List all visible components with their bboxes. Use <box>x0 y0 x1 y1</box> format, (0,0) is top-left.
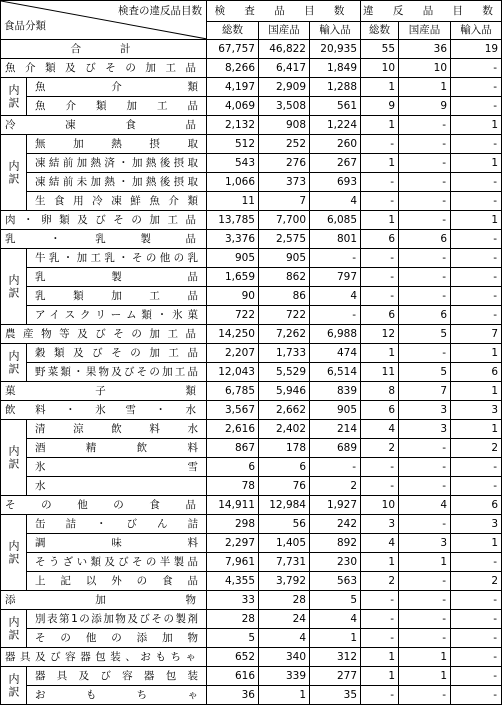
cell-violation-total: - <box>361 591 399 610</box>
cell-violation-total: 6 <box>361 306 399 325</box>
cell-inspected-imported: 1,224 <box>310 116 361 135</box>
cell-inspected-total: 2,616 <box>207 420 259 439</box>
cell-inspected-total: 7,961 <box>207 553 259 572</box>
cell-inspected-imported: - <box>310 458 361 477</box>
cell-violation-imported: - <box>451 648 502 667</box>
cell-inspected-domestic: 252 <box>259 135 310 154</box>
cell-violation-domestic: - <box>399 287 451 306</box>
table-row-subcategory <box>1 667 502 686</box>
table-row-subcategory <box>1 477 502 496</box>
cell-inspected-domestic: 2,575 <box>259 230 310 249</box>
table-row-total <box>1 40 502 59</box>
breakdown-label: 内訳 <box>1 135 27 211</box>
cell-violation-domestic: 3 <box>399 401 451 420</box>
cell-inspected-domestic: 56 <box>259 515 310 534</box>
cell-violation-domestic: - <box>399 249 451 268</box>
cell-violation-imported: 1 <box>451 116 502 135</box>
cell-violation-domestic: - <box>399 572 451 591</box>
cell-violation-domestic: - <box>399 458 451 477</box>
cell-inspected-total: 298 <box>207 515 259 534</box>
cell-violation-domestic: - <box>399 154 451 173</box>
row-label: 缶詰・びん詰 <box>27 515 207 534</box>
cell-inspected-domestic: 4 <box>259 629 310 648</box>
row-label: 魚 介 類 <box>27 78 207 97</box>
cell-inspected-domestic: 28 <box>259 591 310 610</box>
cell-inspected-total: 3,376 <box>207 230 259 249</box>
breakdown-label: 内訳 <box>1 610 27 648</box>
cell-inspected-domestic: 276 <box>259 154 310 173</box>
cell-violation-domestic: - <box>399 192 451 211</box>
cell-inspected-domestic: 76 <box>259 477 310 496</box>
cell-violation-total: - <box>361 173 399 192</box>
row-label: 穀類及びその加工品 <box>27 344 207 363</box>
row-label: 清涼飲料水 <box>27 420 207 439</box>
cell-inspected-domestic: 7,700 <box>259 211 310 230</box>
cell-violation-domestic: 6 <box>399 306 451 325</box>
cell-inspected-domestic: 178 <box>259 439 310 458</box>
cell-violation-domestic: 1 <box>399 648 451 667</box>
cell-violation-total: - <box>361 249 399 268</box>
cell-violation-imported: 6 <box>451 363 502 382</box>
corner-header-cell <box>1 1 207 40</box>
row-label: その他の添加物 <box>27 629 207 648</box>
cell-inspected-total: 1,066 <box>207 173 259 192</box>
cell-inspected-domestic: 24 <box>259 610 310 629</box>
row-label: 魚介類加工品 <box>27 97 207 116</box>
corner-top-label: 検査の違反品目数 <box>118 5 202 17</box>
cell-violation-total: 3 <box>361 515 399 534</box>
cell-violation-imported: - <box>451 249 502 268</box>
cell-inspected-domestic: 2,402 <box>259 420 310 439</box>
row-label: 器具及び容器包装 <box>27 667 207 686</box>
cell-inspected-domestic: 5,529 <box>259 363 310 382</box>
cell-violation-domestic: - <box>399 515 451 534</box>
table-row-category <box>1 211 502 230</box>
cell-inspected-total: 543 <box>207 154 259 173</box>
cell-inspected-total: 13,785 <box>207 211 259 230</box>
cell-inspected-imported: 4 <box>310 610 361 629</box>
cell-inspected-imported: 6,988 <box>310 325 361 344</box>
row-label: 合 計 <box>1 40 207 59</box>
cell-inspected-domestic: 6 <box>259 458 310 477</box>
table-row-subcategory <box>1 363 502 382</box>
cell-violation-total: 10 <box>361 496 399 515</box>
row-label: アイスクリーム類・氷菓 <box>27 306 207 325</box>
row-label: 別表第1の添加物及びその製剤 <box>27 610 207 629</box>
cell-violation-domestic: - <box>399 173 451 192</box>
row-label: そうざい類及びその半製品 <box>27 553 207 572</box>
row-label: 農産物等及びその加工品 <box>1 325 207 344</box>
cell-violation-domestic: - <box>399 211 451 230</box>
cell-violation-total: - <box>361 458 399 477</box>
cell-violation-domestic: 1 <box>399 553 451 572</box>
row-label: 器具及び容器包装、おもちゃ <box>1 648 207 667</box>
cell-inspected-domestic: 2,662 <box>259 401 310 420</box>
cell-inspected-domestic: 339 <box>259 667 310 686</box>
cell-violation-total: 11 <box>361 363 399 382</box>
cell-inspected-domestic: 722 <box>259 306 310 325</box>
row-label: 牛乳・加工乳・その他の乳 <box>27 249 207 268</box>
cell-violation-total: 1 <box>361 553 399 572</box>
breakdown-label: 内訳 <box>1 515 27 591</box>
cell-inspected-total: 67,757 <box>207 40 259 59</box>
violation-group-header: 違 反 品 目 数 <box>361 1 502 22</box>
cell-inspected-total: 36 <box>207 686 259 705</box>
inspected-group-header: 検 査 品 目 数 <box>207 1 361 22</box>
cell-inspected-imported: 1,288 <box>310 78 361 97</box>
cell-violation-domestic: 3 <box>399 534 451 553</box>
cell-inspected-total: 90 <box>207 287 259 306</box>
cell-inspected-imported: 214 <box>310 420 361 439</box>
cell-violation-imported: 19 <box>451 40 502 59</box>
breakdown-label: 内訳 <box>1 420 27 496</box>
cell-violation-domestic: 5 <box>399 325 451 344</box>
row-label: 酒精飲料 <box>27 439 207 458</box>
cell-violation-domestic: 9 <box>399 97 451 116</box>
cell-violation-domestic: - <box>399 268 451 287</box>
table-row-subcategory <box>1 439 502 458</box>
cell-violation-total: 2 <box>361 439 399 458</box>
row-label: その他の食品 <box>1 496 207 515</box>
cell-inspected-imported: 312 <box>310 648 361 667</box>
cell-violation-total: 1 <box>361 648 399 667</box>
cell-inspected-imported: 267 <box>310 154 361 173</box>
cell-violation-imported: 1 <box>451 382 502 401</box>
cell-violation-total: - <box>361 610 399 629</box>
cell-inspected-domestic: 5,946 <box>259 382 310 401</box>
cell-inspected-imported: 801 <box>310 230 361 249</box>
corner-bottom-label: 食品分類 <box>4 20 46 32</box>
cell-inspected-total: 4,069 <box>207 97 259 116</box>
cell-inspected-imported: 260 <box>310 135 361 154</box>
cell-violation-total: - <box>361 135 399 154</box>
cell-violation-domestic: - <box>399 439 451 458</box>
row-label: 氷雪 <box>27 458 207 477</box>
table-row-subcategory <box>1 553 502 572</box>
cell-violation-domestic: 6 <box>399 230 451 249</box>
cell-violation-domestic: 1 <box>399 78 451 97</box>
cell-inspected-total: 2,207 <box>207 344 259 363</box>
cell-inspected-total: 616 <box>207 667 259 686</box>
table-row-subcategory <box>1 629 502 648</box>
table-row-category <box>1 496 502 515</box>
breakdown-label: 内訳 <box>1 249 27 325</box>
cell-violation-imported: - <box>451 591 502 610</box>
cell-violation-imported: - <box>451 287 502 306</box>
cell-violation-imported: - <box>451 59 502 78</box>
cell-violation-domestic: - <box>399 629 451 648</box>
table-row-category <box>1 401 502 420</box>
cell-violation-total: 4 <box>361 534 399 553</box>
cell-violation-total: - <box>361 287 399 306</box>
cell-violation-total: 55 <box>361 40 399 59</box>
cell-violation-total: 6 <box>361 401 399 420</box>
table-row-category <box>1 230 502 249</box>
cell-inspected-total: 2,132 <box>207 116 259 135</box>
cell-violation-imported: - <box>451 230 502 249</box>
cell-violation-total: 1 <box>361 154 399 173</box>
cell-inspected-total: 5 <box>207 629 259 648</box>
cell-violation-imported: 7 <box>451 325 502 344</box>
cell-violation-imported: - <box>451 306 502 325</box>
table-row-subcategory <box>1 458 502 477</box>
table-row-subcategory <box>1 686 502 705</box>
col-header-violation-domestic: 国産品 <box>399 22 451 40</box>
row-label: 肉・卵類及びその加工品 <box>1 211 207 230</box>
cell-inspected-imported: - <box>310 249 361 268</box>
cell-violation-total: - <box>361 192 399 211</box>
cell-violation-imported: 3 <box>451 401 502 420</box>
cell-inspected-total: 905 <box>207 249 259 268</box>
cell-inspected-total: 2,297 <box>207 534 259 553</box>
cell-inspected-imported: 2 <box>310 477 361 496</box>
table-row-subcategory <box>1 344 502 363</box>
cell-violation-total: - <box>361 686 399 705</box>
breakdown-label: 内訳 <box>1 344 27 382</box>
row-label: 生食用冷凍鮮魚介類 <box>27 192 207 211</box>
cell-inspected-imported: 230 <box>310 553 361 572</box>
cell-violation-imported: - <box>451 97 502 116</box>
row-label: 野菜類・果物及びその加工品 <box>27 363 207 382</box>
cell-violation-total: 1 <box>361 344 399 363</box>
cell-inspected-total: 11 <box>207 192 259 211</box>
cell-inspected-domestic: 1,405 <box>259 534 310 553</box>
cell-inspected-imported: 1,849 <box>310 59 361 78</box>
row-label: 凍結前加熱済・加熱後摂取 <box>27 154 207 173</box>
cell-inspected-imported: 20,935 <box>310 40 361 59</box>
cell-inspected-imported: 474 <box>310 344 361 363</box>
cell-inspected-total: 3,567 <box>207 401 259 420</box>
cell-violation-imported: 1 <box>451 154 502 173</box>
cell-violation-domestic: 4 <box>399 496 451 515</box>
table-row-category <box>1 591 502 610</box>
row-label: 上記以外の食品 <box>27 572 207 591</box>
row-label: 凍結前未加熱・加熱後摂取 <box>27 173 207 192</box>
cell-violation-domestic: - <box>399 610 451 629</box>
cell-violation-total: 1 <box>361 116 399 135</box>
cell-violation-imported: - <box>451 458 502 477</box>
cell-violation-total: 10 <box>361 59 399 78</box>
cell-violation-imported: - <box>451 173 502 192</box>
cell-inspected-total: 14,911 <box>207 496 259 515</box>
table-row-subcategory <box>1 154 502 173</box>
col-header-inspected-imported: 輸入品 <box>310 22 361 40</box>
breakdown-label: 内訳 <box>1 667 27 705</box>
cell-inspected-domestic: 6,417 <box>259 59 310 78</box>
cell-inspected-imported: 4 <box>310 287 361 306</box>
cell-inspected-total: 4,197 <box>207 78 259 97</box>
cell-inspected-imported: 839 <box>310 382 361 401</box>
cell-violation-imported: 1 <box>451 534 502 553</box>
cell-inspected-imported: 797 <box>310 268 361 287</box>
row-label: 魚介類及びその加工品 <box>1 59 207 78</box>
cell-inspected-imported: 563 <box>310 572 361 591</box>
cell-inspected-total: 1,659 <box>207 268 259 287</box>
cell-inspected-imported: 1,927 <box>310 496 361 515</box>
cell-violation-total: 1 <box>361 78 399 97</box>
cell-violation-total: - <box>361 477 399 496</box>
cell-inspected-total: 8,266 <box>207 59 259 78</box>
cell-inspected-imported: 892 <box>310 534 361 553</box>
cell-inspected-total: 12,043 <box>207 363 259 382</box>
cell-inspected-domestic: 7,262 <box>259 325 310 344</box>
cell-violation-domestic: - <box>399 477 451 496</box>
cell-violation-total: 2 <box>361 572 399 591</box>
cell-violation-domestic: 36 <box>399 40 451 59</box>
row-label: 冷凍食品 <box>1 116 207 135</box>
cell-violation-imported: - <box>451 610 502 629</box>
cell-violation-imported: 6 <box>451 496 502 515</box>
cell-violation-domestic: 1 <box>399 667 451 686</box>
cell-inspected-total: 6,785 <box>207 382 259 401</box>
cell-violation-imported: - <box>451 553 502 572</box>
table-row-category <box>1 382 502 401</box>
col-header-violation-total: 総数 <box>361 22 399 40</box>
col-header-violation-imported: 輸入品 <box>451 22 502 40</box>
table-row-category <box>1 59 502 78</box>
cell-inspected-imported: 277 <box>310 667 361 686</box>
cell-violation-total: 9 <box>361 97 399 116</box>
cell-violation-imported: - <box>451 192 502 211</box>
col-header-inspected-total: 総数 <box>207 22 259 40</box>
cell-inspected-domestic: 46,822 <box>259 40 310 59</box>
table-row-subcategory <box>1 534 502 553</box>
cell-violation-imported: 2 <box>451 439 502 458</box>
cell-violation-domestic: - <box>399 591 451 610</box>
cell-inspected-domestic: 905 <box>259 249 310 268</box>
cell-violation-total: 1 <box>361 667 399 686</box>
table-row-subcategory <box>1 173 502 192</box>
cell-violation-total: - <box>361 268 399 287</box>
cell-inspected-total: 28 <box>207 610 259 629</box>
cell-inspected-total: 652 <box>207 648 259 667</box>
cell-violation-domestic: - <box>399 686 451 705</box>
table-row-subcategory <box>1 249 502 268</box>
cell-violation-imported: 1 <box>451 211 502 230</box>
cell-inspected-imported: 4 <box>310 192 361 211</box>
cell-inspected-total: 512 <box>207 135 259 154</box>
cell-violation-total: 6 <box>361 230 399 249</box>
table-row-subcategory <box>1 192 502 211</box>
cell-inspected-domestic: 3,508 <box>259 97 310 116</box>
cell-violation-total: 4 <box>361 420 399 439</box>
cell-violation-imported: - <box>451 667 502 686</box>
cell-violation-imported: - <box>451 268 502 287</box>
cell-inspected-imported: 35 <box>310 686 361 705</box>
row-label: 菓子類 <box>1 382 207 401</box>
cell-inspected-domestic: 86 <box>259 287 310 306</box>
row-label: 無加熱摂取 <box>27 135 207 154</box>
cell-violation-domestic: 3 <box>399 420 451 439</box>
cell-inspected-domestic: 2,909 <box>259 78 310 97</box>
table-row-category <box>1 648 502 667</box>
table-row-subcategory <box>1 287 502 306</box>
cell-inspected-domestic: 7,731 <box>259 553 310 572</box>
cell-inspected-imported: 6,085 <box>310 211 361 230</box>
cell-violation-imported: - <box>451 629 502 648</box>
cell-violation-imported: - <box>451 78 502 97</box>
table-row-subcategory <box>1 306 502 325</box>
cell-violation-imported: 2 <box>451 572 502 591</box>
cell-violation-imported: 1 <box>451 344 502 363</box>
table-row-subcategory <box>1 420 502 439</box>
cell-inspected-imported: 905 <box>310 401 361 420</box>
cell-inspected-total: 6 <box>207 458 259 477</box>
table-row-subcategory <box>1 78 502 97</box>
cell-inspected-total: 722 <box>207 306 259 325</box>
row-label: 調味料 <box>27 534 207 553</box>
cell-inspected-domestic: 7 <box>259 192 310 211</box>
cell-violation-domestic: 5 <box>399 363 451 382</box>
cell-inspected-total: 4,355 <box>207 572 259 591</box>
cell-inspected-imported: 689 <box>310 439 361 458</box>
cell-inspected-total: 78 <box>207 477 259 496</box>
cell-violation-imported: - <box>451 477 502 496</box>
cell-violation-imported: - <box>451 686 502 705</box>
table-row-subcategory <box>1 268 502 287</box>
cell-inspected-imported: 693 <box>310 173 361 192</box>
cell-inspected-domestic: 3,792 <box>259 572 310 591</box>
cell-violation-domestic: 10 <box>399 59 451 78</box>
row-label: 乳・乳製品 <box>1 230 207 249</box>
cell-inspected-imported: 1 <box>310 629 361 648</box>
cell-inspected-domestic: 340 <box>259 648 310 667</box>
cell-violation-domestic: - <box>399 116 451 135</box>
cell-inspected-total: 14,250 <box>207 325 259 344</box>
cell-inspected-imported: 5 <box>310 591 361 610</box>
cell-violation-total: 12 <box>361 325 399 344</box>
cell-violation-imported: 3 <box>451 515 502 534</box>
cell-inspected-domestic: 12,984 <box>259 496 310 515</box>
row-label: 添加物 <box>1 591 207 610</box>
cell-violation-domestic: - <box>399 344 451 363</box>
cell-violation-domestic: 7 <box>399 382 451 401</box>
cell-inspected-domestic: 1,733 <box>259 344 310 363</box>
cell-violation-imported: 1 <box>451 420 502 439</box>
table-row-subcategory <box>1 610 502 629</box>
cell-inspected-imported: 6,514 <box>310 363 361 382</box>
cell-inspected-total: 33 <box>207 591 259 610</box>
row-label: 飲料・氷雪・水 <box>1 401 207 420</box>
table-row-subcategory <box>1 572 502 591</box>
cell-inspected-domestic: 862 <box>259 268 310 287</box>
table-row-subcategory <box>1 97 502 116</box>
row-label: 乳製品 <box>27 268 207 287</box>
row-label: おもちゃ <box>27 686 207 705</box>
cell-inspected-total: 867 <box>207 439 259 458</box>
cell-violation-total: - <box>361 629 399 648</box>
cell-violation-domestic: - <box>399 135 451 154</box>
table-row-category <box>1 325 502 344</box>
cell-violation-imported: - <box>451 135 502 154</box>
table-row-subcategory <box>1 135 502 154</box>
row-label: 水 <box>27 477 207 496</box>
breakdown-label: 内訳 <box>1 78 27 116</box>
table-row-subcategory <box>1 515 502 534</box>
cell-inspected-domestic: 373 <box>259 173 310 192</box>
cell-inspected-imported: 242 <box>310 515 361 534</box>
row-label: 乳類加工品 <box>27 287 207 306</box>
cell-inspected-domestic: 1 <box>259 686 310 705</box>
table-row-category <box>1 116 502 135</box>
cell-violation-total: 1 <box>361 211 399 230</box>
col-header-inspected-domestic: 国産品 <box>259 22 310 40</box>
cell-violation-total: 8 <box>361 382 399 401</box>
cell-inspected-imported: - <box>310 306 361 325</box>
cell-inspected-imported: 561 <box>310 97 361 116</box>
cell-inspected-domestic: 908 <box>259 116 310 135</box>
